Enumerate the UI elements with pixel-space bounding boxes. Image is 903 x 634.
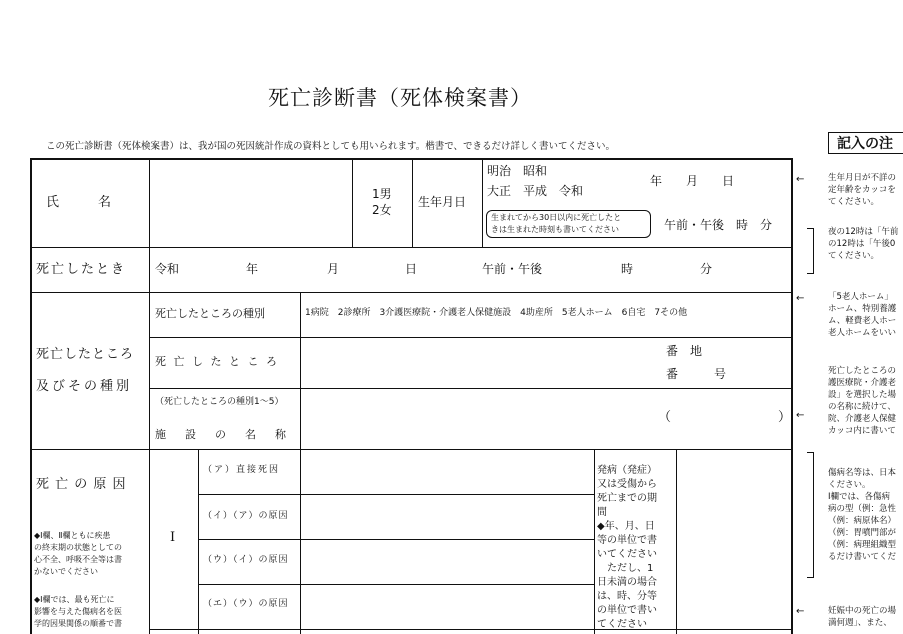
death-month[interactable]: 月 [327,262,340,276]
death-era: 令和 [155,262,180,276]
cause-row-b-label: （イ）（ア）の原因 [203,511,289,521]
note-line: 傷病名等は、日本 [828,468,897,478]
period-line: 等の単位で書 [597,535,657,546]
death-time-label: 死亡したとき [36,262,127,277]
note-line: てください。 [828,197,880,207]
cause-row-b-input[interactable] [302,496,592,538]
note-birthdate [828,172,903,208]
note-line: 院、介護老人保健 [828,414,897,424]
sex-female-option[interactable]: 2女 [372,203,392,217]
cause-label: 死 亡 の 原 因 [36,477,127,492]
note-midnight [828,226,903,262]
note-line: （例：病理組織型 [828,540,897,550]
place-section-label-2: 及びその種別 [36,379,133,394]
note-line: 老人ホームをいい [828,328,897,338]
note-line: ホーム、特別養護 [828,304,897,314]
note-line: 妊娠中の死亡の場 [828,606,897,616]
note-line: 定年齢をカッコを [828,185,896,195]
period-line: 間 [597,507,607,518]
place-label: 死 亡 し た と こ ろ [155,355,279,368]
cause-note-2-line-2: 影響を与えた傷病名を医 [34,607,122,616]
note-pregnancy [828,605,903,629]
arrow-left-icon: ← [796,410,805,421]
birth-ymd[interactable]: 年 月 日 [650,174,735,188]
facility-paren-close: ） [778,410,792,425]
bango-label: 番 号 [666,367,727,381]
bracket-icon [807,228,814,274]
cause-row-d-input[interactable] [302,586,592,628]
note-cause [828,467,903,563]
death-hour[interactable]: 時 [621,262,634,276]
note-line: 病の型（例：急性 [828,504,897,514]
period-line: ◆年、月、日 [597,521,655,532]
facility-name-input[interactable] [675,400,775,440]
cause-row-c-label: （ウ）（イ）の原因 [203,555,289,565]
cause-row-c-input[interactable] [302,541,592,583]
note-nursing-home [828,291,903,339]
facility-note: （死亡したところの種別1〜5） [155,397,284,407]
period-line: の単位で書い [597,605,657,616]
within-30-days-note-1: 生まれてから30日以内に死亡したと [491,213,622,222]
cause-note-1-line-3: 心不全、呼吸不全等は書 [34,555,122,564]
note-line: （例：胃噴門部が [828,528,897,538]
page-title: 死亡診断書（死体検案書） [268,86,532,110]
cause-part-roman: Ⅰ [170,530,176,545]
note-line: 夜の12時は「午前 [828,227,899,237]
place-type-label: 死亡したところの種別 [155,307,265,320]
period-line: 日未満の場合 [597,577,657,588]
death-year[interactable]: 年 [246,262,259,276]
arrow-left-icon: ← [796,293,805,304]
note-line: 満何週」、また、 [828,618,892,628]
place-section-label-1: 死亡したところ [36,347,135,362]
cause-note-2-line-3: 学的因果関係の順番で書 [34,619,122,628]
note-line: カッコ内に書いて [828,426,896,436]
note-line: てください。 [828,251,880,261]
cause-note-1-line-1: ◆Ⅰ欄、Ⅱ欄ともに疾患 [34,531,111,540]
note-line: 「5老人ホーム」 [828,292,893,302]
note-line: の12時は「午後0 [828,239,896,249]
death-minute[interactable]: 分 [700,262,713,276]
cause-note-1-line-2: の終末期の状態としての [34,543,122,552]
within-30-days-note-2: きは生まれた時刻も書いてください [491,225,619,234]
note-line: るだけ書いてくだ [828,552,897,562]
cause-row-a-input[interactable] [302,451,592,493]
bracket-icon [807,452,814,578]
cause-note-1-line-4: かないでください [34,567,98,576]
death-ampm[interactable]: 午前・午後 [482,262,543,276]
period-line: ただし、1 [597,563,654,574]
period-line: は、時、分等 [597,591,657,602]
death-day[interactable]: 日 [405,262,418,276]
birth-era-options-2[interactable]: 大正 平成 令和 [487,184,584,198]
notice-heading: 記入の注 [828,132,903,154]
note-line: 設」を選択した場 [828,390,897,400]
arrow-left-icon: ← [796,606,805,617]
name-label: 氏 名 [46,195,112,210]
period-line: てください [597,619,647,630]
birth-time[interactable]: 午前・午後 時 分 [664,218,773,232]
note-line: ください。 [828,480,871,490]
note-line: （例：病原体名） [828,516,897,526]
period-line: 発病（発症） [597,465,657,476]
note-facility [828,365,903,437]
birth-date-label: 生年月日 [418,195,467,209]
name-input[interactable] [151,160,351,246]
birth-era-options-1[interactable]: 明治 昭和 [487,164,548,178]
banchi-label: 番 地 [666,344,703,358]
period-line: 又は受傷から [597,479,657,490]
facility-label: 施 設 の 名 称 [155,428,290,441]
cause-row-d-label: （エ）（ウ）の原因 [203,599,289,609]
sex-male-option[interactable]: 1男 [372,187,392,201]
note-line: の名称に続けて、 [828,402,896,412]
cause-note-2-line-1: ◆Ⅰ欄では、最も死亡に [34,595,115,604]
period-line: いてください [597,549,657,560]
note-line: ム、軽費老人ホー [828,316,897,326]
place-type-options[interactable]: 1病院 2診療所 3介護医療院・介護老人保健施設 4助産所 5老人ホーム 6自宅 7その他 [305,308,688,318]
facility-paren-open: （ [658,410,672,425]
cause-row-a-label: （ア）直接死因 [203,465,281,475]
note-line: 生年月日が不詳の [828,173,897,183]
arrow-left-icon: ← [796,174,805,185]
period-line: 死亡までの期 [597,493,657,504]
note-line: 死亡したところの [828,366,897,376]
intro-text: この死亡診断書（死体検案書）は、我が国の死因統計作成の資料としても用いられます。楷書で、できるだけ詳しく書いてください。 [46,141,616,152]
note-line: 護医療院・介護老 [828,378,897,388]
note-line: Ⅰ欄では、各傷病 [828,492,891,502]
